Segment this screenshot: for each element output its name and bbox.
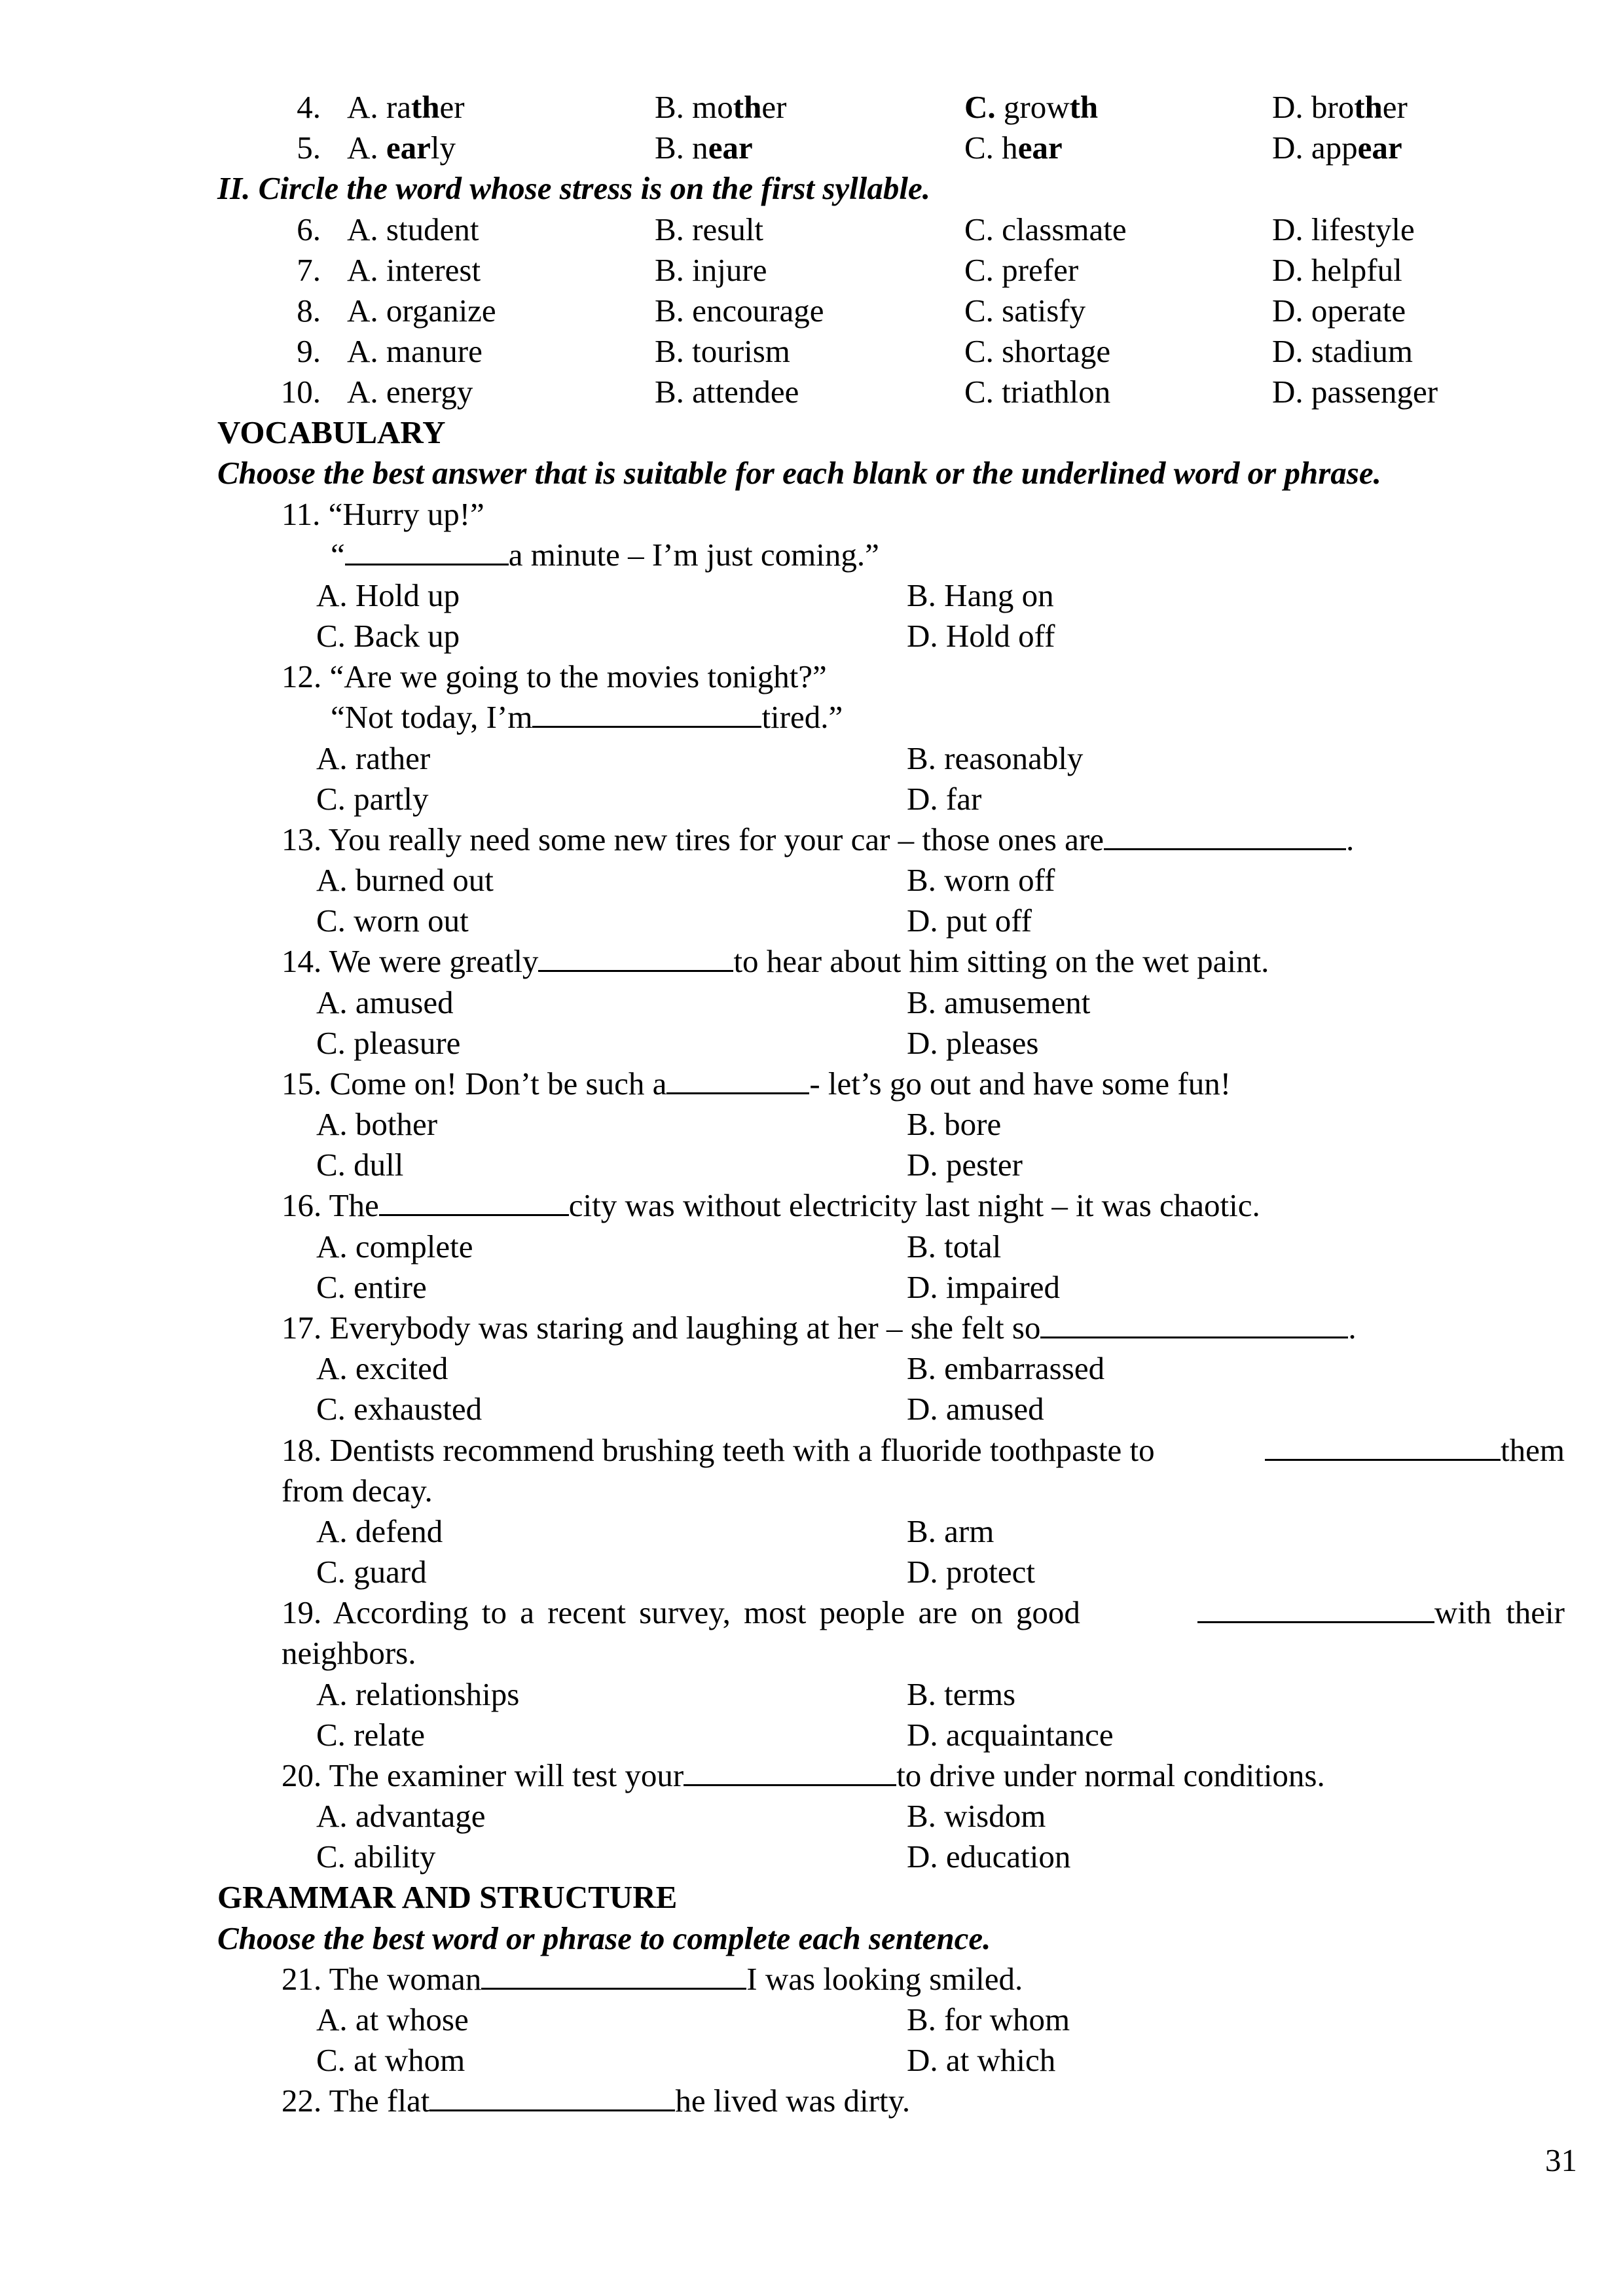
question-12-options-ab: A. rather B. reasonably	[316, 740, 1084, 776]
question-11-reply: “ a minute – I’m just coming.”	[0, 535, 1623, 575]
option-a: A. rather	[347, 89, 465, 125]
question-16-options-ab: A. complete B. total	[316, 1229, 1002, 1265]
question-20-stem: 20. The examiner will test your to drive under normal conditions.	[0, 1755, 1623, 1796]
option-d: D. brother	[1272, 89, 1408, 125]
question-18-options-ab: A. defend B. arm	[316, 1513, 994, 1549]
option-d: D. appear	[1272, 130, 1402, 166]
question-17-options-cd: C. exhausted D. amused	[316, 1391, 1044, 1427]
question-10-row: 10. A. energy B. attendee C. triathlon D. passenger	[280, 374, 1438, 410]
question-13-options-cd: C. worn out D. put off	[316, 903, 1032, 939]
question-14-stem: 14. We were greatly to hear about him sitting on the wet paint.	[0, 941, 1623, 982]
question-4-row: 4. A. rather B. mother C. growth D. brother	[0, 87, 1623, 128]
page-number: 31	[1545, 2142, 1577, 2178]
question-17-stem: 17. Everybody was staring and laughing at her – she felt so .	[0, 1308, 1623, 1348]
answer-blank[interactable]	[666, 1064, 809, 1094]
question-15-stem: 15. Come on! Don’t be such a - let’s go out and have some fun!	[0, 1064, 1623, 1104]
answer-blank[interactable]	[532, 697, 761, 728]
question-17-options-ab: A. excited B. embarrassed	[316, 1350, 1105, 1386]
question-12-reply: “Not today, I’m tired.”	[0, 697, 1623, 738]
question-15-options-ab: A. bother B. bore	[316, 1106, 1002, 1142]
answer-blank[interactable]	[379, 1185, 569, 1216]
answer-blank[interactable]	[429, 2081, 675, 2111]
question-18-stem: 18. Dentists recommend brushing teeth with a fluoride toothpaste to them	[0, 1430, 1623, 1471]
question-13-options-ab: A. burned out B. worn off	[316, 862, 1055, 898]
question-19-stem: 19. According to a recent survey, most people are on good with their	[0, 1592, 1623, 1633]
question-18-options-cd: C. guard D. protect	[316, 1554, 1035, 1590]
question-16-options-cd: C. entire D. impaired	[316, 1269, 1061, 1305]
question-11-options-ab: A. Hold up B. Hang on	[316, 577, 1054, 613]
answer-blank[interactable]	[345, 535, 509, 565]
vocabulary-title: VOCABULARY	[217, 414, 446, 450]
question-6-row: 6. A. student B. result C. classmate D. lifestyle	[297, 211, 1415, 247]
grammar-instruction: Choose the best word or phrase to complete each sentence.	[217, 1920, 991, 1956]
option-b: B. near	[655, 130, 753, 166]
answer-blank[interactable]	[1265, 1430, 1501, 1461]
question-16-stem: 16. The city was without electricity last night – it was chaotic.	[0, 1185, 1623, 1226]
question-13-stem: 13. You really need some new tires for your car – those ones are .	[0, 819, 1623, 860]
answer-blank[interactable]	[1104, 819, 1346, 850]
question-21-options-cd: C. at whom D. at which	[316, 2042, 1056, 2078]
vocabulary-instruction: Choose the best answer that is suitable for each blank or the underlined word or phrase.	[217, 455, 1381, 491]
question-5-row: 5. A. early B. near C. hear D. appear	[0, 128, 1623, 168]
answer-blank[interactable]	[1040, 1308, 1348, 1338]
question-11-stem: 11. “Hurry up!”	[282, 496, 484, 532]
question-12-options-cd: C. partly D. far	[316, 781, 982, 817]
question-11-options-cd: C. Back up D. Hold off	[316, 618, 1055, 654]
option-c: C. growth	[964, 89, 1099, 125]
question-21-stem: 21. The woman I was looking smiled.	[0, 1959, 1623, 2000]
option-c: C. hear	[964, 130, 1063, 166]
answer-blank[interactable]	[538, 941, 733, 972]
grammar-title: GRAMMAR AND STRUCTURE	[217, 1879, 678, 1915]
option-b: B. mother	[655, 89, 787, 125]
answer-blank[interactable]	[684, 1755, 896, 1786]
stress-heading: II. Circle the word whose stress is on the first syllable.	[217, 170, 931, 206]
question-18-stem-cont: from decay.	[282, 1473, 433, 1509]
question-9-row: 9. A. manure B. tourism C. shortage D. stadium	[297, 333, 1413, 369]
question-20-options-cd: C. ability D. education	[316, 1839, 1071, 1874]
question-7-row: 7. A. interest B. injure C. prefer D. helpful	[297, 252, 1402, 288]
question-22-stem: 22. The flat he lived was dirty.	[0, 2081, 1623, 2121]
question-15-options-cd: C. dull D. pester	[316, 1147, 1023, 1183]
answer-blank[interactable]	[481, 1959, 746, 1990]
question-12-stem: 12. “Are we going to the movies tonight?”	[282, 658, 827, 694]
question-8-row: 8. A. organize B. encourage C. satisfy D. operate	[297, 293, 1406, 329]
question-14-options-ab: A. amused B. amusement	[316, 984, 1091, 1020]
question-14-options-cd: C. pleasure D. pleases	[316, 1025, 1039, 1061]
option-a: A. early	[347, 130, 456, 166]
question-20-options-ab: A. advantage B. wisdom	[316, 1798, 1046, 1834]
question-19-options-cd: C. relate D. acquaintance	[316, 1717, 1114, 1753]
question-21-options-ab: A. at whose B. for whom	[316, 2001, 1070, 2037]
question-19-stem-cont: neighbors.	[282, 1635, 416, 1671]
answer-blank[interactable]	[1197, 1592, 1434, 1623]
question-19-options-ab: A. relationships B. terms	[316, 1676, 1016, 1712]
